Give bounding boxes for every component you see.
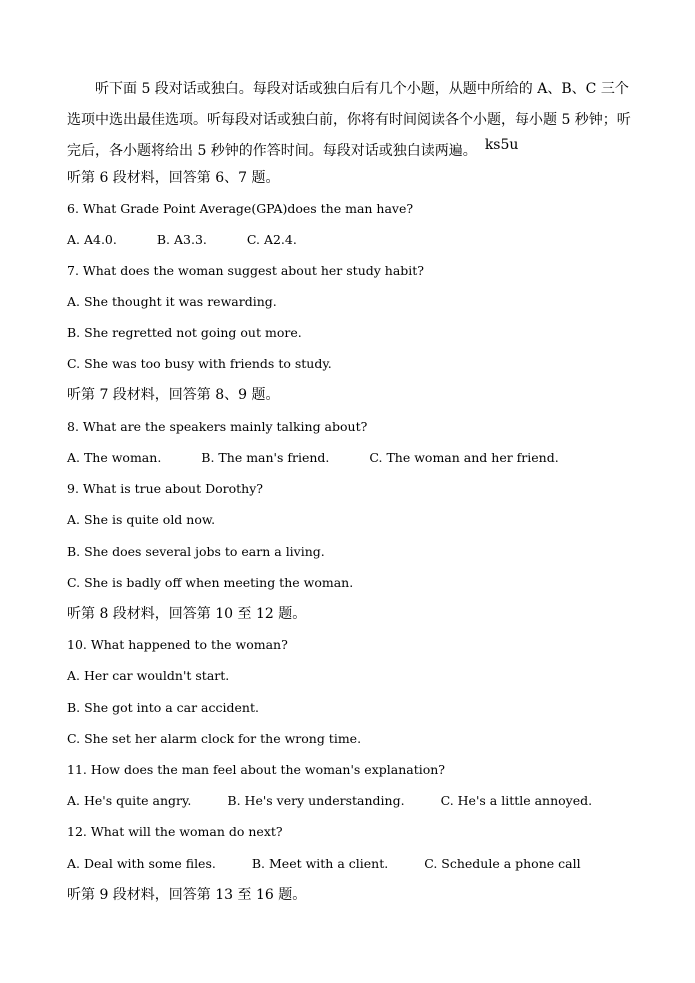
option-c: C. She is badly off when meeting the woman. <box>67 575 354 590</box>
section-heading: 听第 9 段材料，回答第 13 至 16 题。 <box>67 887 307 903</box>
option-c: C. The woman and her friend. <box>369 450 559 465</box>
option-b: B. She does several jobs to earn a living. <box>67 544 325 559</box>
option-b: B. A3.3. <box>156 232 207 247</box>
question-stem: 10. What happened to the woman? <box>67 637 288 652</box>
option-c: C. A2.4. <box>246 232 297 247</box>
option-b: B. She regretted not going out more. <box>67 325 302 340</box>
section-heading: 听第 6 段材料，回答第 6、7 题。 <box>67 170 280 186</box>
option-a: A. Her car wouldn't start. <box>67 668 230 683</box>
question-stem: 12. What will the woman do next? <box>67 824 283 839</box>
question-stem: 7. What does the woman suggest about her study habit? <box>67 263 425 278</box>
instructions-line-1: 听下面 5 段对话或独白。每段对话或独白后有几个小题，从题中所给的 A、B、C 三个 <box>95 81 629 97</box>
options-row <box>67 793 592 809</box>
option-b: B. She got into a car accident. <box>67 700 259 715</box>
options-row <box>67 232 297 248</box>
question-stem: 6. What Grade Point Average(GPA)does the man have? <box>67 201 414 216</box>
option-b: B. The man's friend. <box>201 450 330 465</box>
watermark-text: ks5u <box>484 137 519 153</box>
question-stem: 8. What are the speakers mainly talking about? <box>67 419 368 434</box>
option-a: A. Deal with some files. <box>67 856 216 871</box>
instructions-paragraph <box>67 74 633 167</box>
option-c: C. She set her alarm clock for the wrong time. <box>67 731 362 746</box>
instructions-line-3: 完后，各小题将给出 5 秒钟的作答时间。每段对话或独白读两遍。 <box>67 143 477 159</box>
option-c: C. Schedule a phone call <box>424 856 581 871</box>
option-b: B. He's very understanding. <box>227 793 405 808</box>
option-a: A. He's quite angry. <box>67 793 192 808</box>
options-row <box>67 856 581 872</box>
option-a: A. She thought it was rewarding. <box>67 294 277 309</box>
option-a: A. The woman. <box>67 450 162 465</box>
option-c: C. She was too busy with friends to study. <box>67 356 332 371</box>
question-stem: 9. What is true about Dorothy? <box>67 481 263 496</box>
option-a: A. A4.0. <box>67 232 117 247</box>
options-row <box>67 450 559 466</box>
option-a: A. She is quite old now. <box>67 512 216 527</box>
section-heading: 听第 8 段材料，回答第 10 至 12 题。 <box>67 606 307 622</box>
instructions-line-2: 选项中选出最佳选项。听每段对话或独白前，你将有时间阅读各个小题，每小题 5 秒钟；听 <box>67 112 631 128</box>
option-b: B. Meet with a client. <box>251 856 389 871</box>
question-stem: 11. How does the man feel about the woman's explanation? <box>67 762 446 777</box>
section-heading: 听第 7 段材料，回答第 8、9 题。 <box>67 387 280 403</box>
option-c: C. He's a little annoyed. <box>440 793 593 808</box>
